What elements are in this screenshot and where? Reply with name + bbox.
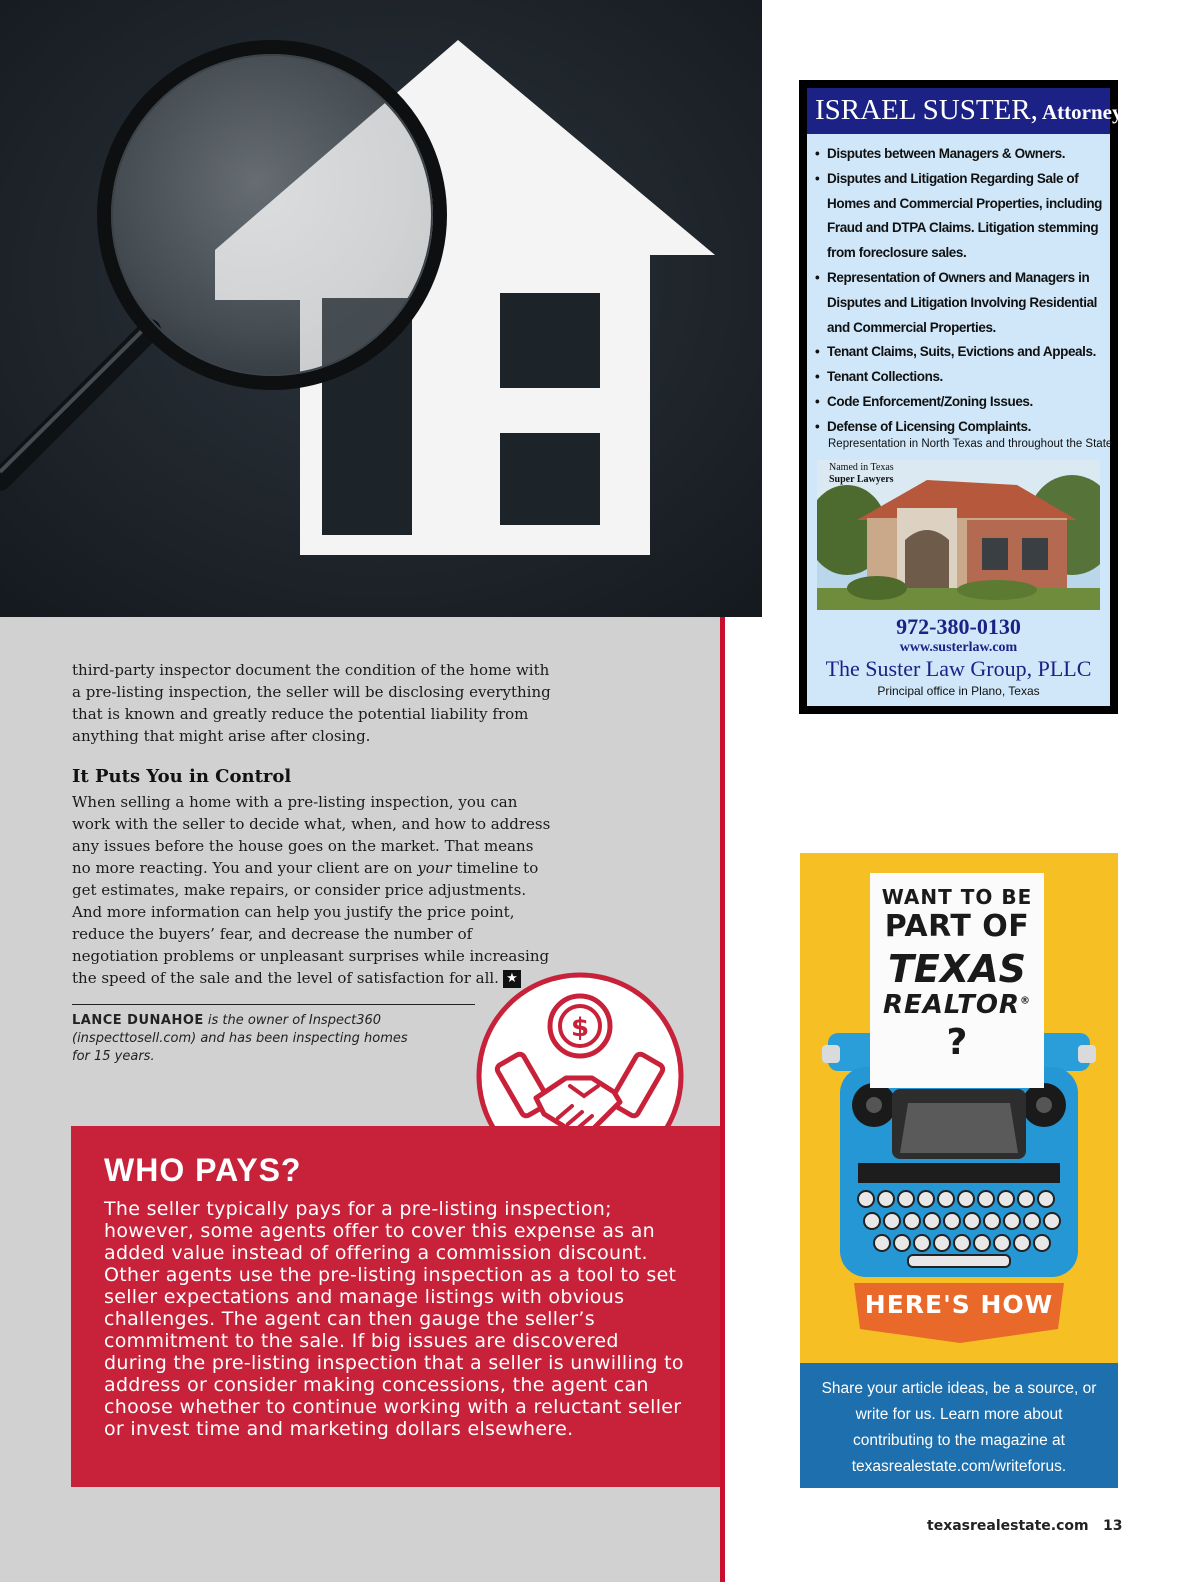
- list-item: • Code Enforcement/Zoning Issues.: [815, 390, 1107, 415]
- end-star-icon: ★: [503, 970, 521, 988]
- list-item: • Tenant Claims, Suits, Evictions and Appeals.: [815, 340, 1107, 365]
- bio-divider: [72, 1004, 475, 1005]
- footer-website[interactable]: texasrealestate.com: [927, 1518, 1089, 1534]
- attorney-representation: Representation in North Texas and throughout the State: [828, 438, 1113, 450]
- author-bio-text: is the owner of Inspect360 (inspecttosell.com) and has been inspecting homes for 15 years.: [72, 1013, 408, 1064]
- attorney-services-list: [815, 142, 1107, 440]
- law-firm-name: The Suster Law Group, PLLC: [825, 656, 1092, 681]
- attorney-phone[interactable]: 972-380-0130: [896, 614, 1021, 639]
- page-number: 13: [1103, 1518, 1123, 1534]
- write-for-us-blurb[interactable]: Share your article ideas, be a source, or write for us. Learn more about contributing to the magazine at texasrealestate.com/writeforus.: [821, 1380, 1097, 1475]
- article-paragraph-continued: [72, 659, 552, 747]
- ad-headline-line: PART OF: [884, 909, 1030, 944]
- list-item: • Defense of Licensing Complaints.: [815, 415, 1107, 440]
- red-vertical-rule: [720, 617, 725, 1582]
- attorney-title: Attorney: [1037, 100, 1123, 124]
- list-item: • Representation of Owners and Managers in Disputes and Litigation Involving Residential and Commercial Properties.: [815, 266, 1107, 340]
- ad-headline-line: [870, 990, 1044, 1020]
- emphasis-word: your: [417, 859, 452, 877]
- list-item: • Disputes and Litigation Regarding Sale of Homes and Commercial Properties, including Fraud and DTPA Claims. Litigation stemming from foreclosure sales.: [815, 167, 1107, 266]
- office-location: Principal office in Plano, Texas: [877, 684, 1040, 698]
- super-lawyers-label: [829, 462, 894, 486]
- attorney-website-link[interactable]: www.susterlaw.com: [899, 640, 1018, 655]
- attorney-name-text: ISRAEL SUSTER,: [815, 94, 1038, 126]
- who-pays-title: WHO PAYS?: [104, 1152, 302, 1188]
- ad-headline-text: REALTOR: [882, 990, 1021, 1020]
- who-pays-text: The seller typically pays for a pre-listing inspection; however, some agents offer to cover this expense as an added value instead of offering a commission discount. Other agents use the pre-listing inspection as a tool to set seller expectations and manage listings with obvious challenges. The agent can then gauge the seller’s commitment to the sale. If big issues are discovered during the pre-listing inspection that a seller is unwilling to address or consider making concessions, the agent can choose whether to continue working with a reluctant seller or invest time and marketing dollars elsewhere.: [104, 1198, 684, 1440]
- house-magnifier-illustration: [0, 0, 762, 617]
- article-paragraph-control: [72, 791, 552, 989]
- author-name: LANCE DUNAHOE: [72, 1013, 204, 1028]
- paragraph-part: When selling a home with a pre-listing inspection, you can work with the seller to decide what, when, and how to address any issues before the house goes on the market. That means no more reacting. You and your client are on: [72, 793, 551, 877]
- attorney-name: [815, 94, 1122, 127]
- svg-text:$: $: [570, 1013, 590, 1043]
- registered-mark: ®: [1020, 995, 1032, 1007]
- label-line: Super Lawyers: [829, 474, 894, 485]
- list-item: • Tenant Collections.: [815, 365, 1107, 390]
- paragraph-text: third-party inspector document the condition of the home with a pre-listing inspection, the seller will be disclosing everything that is known and greatly reduce the potential liability from anything that might arise after closing.: [72, 661, 551, 745]
- hero-photo: [0, 0, 762, 617]
- label-line: Named in Texas: [829, 462, 894, 473]
- paragraph-part: timeline to get estimates, make repairs, or consider price adjustments. And more information can help you justify the price point, reduce the buyers’ fear, and decrease the number of negotiation problems or unpleasant surprises while increasing the speed of the sale and the level of satisfaction for all.: [72, 859, 550, 987]
- list-item: • Disputes between Managers & Owners.: [815, 142, 1107, 167]
- ad-headline-line: WANT TO BE: [881, 885, 1033, 909]
- ad-headline-line: TEXAS: [888, 947, 1026, 991]
- heres-how-banner: HERE'S HOW: [864, 1290, 1054, 1319]
- paragraph-text: [72, 791, 552, 989]
- author-bio: [72, 1012, 412, 1066]
- question-mark: ?: [946, 1022, 968, 1063]
- subheading: It Puts You in Control: [72, 766, 292, 787]
